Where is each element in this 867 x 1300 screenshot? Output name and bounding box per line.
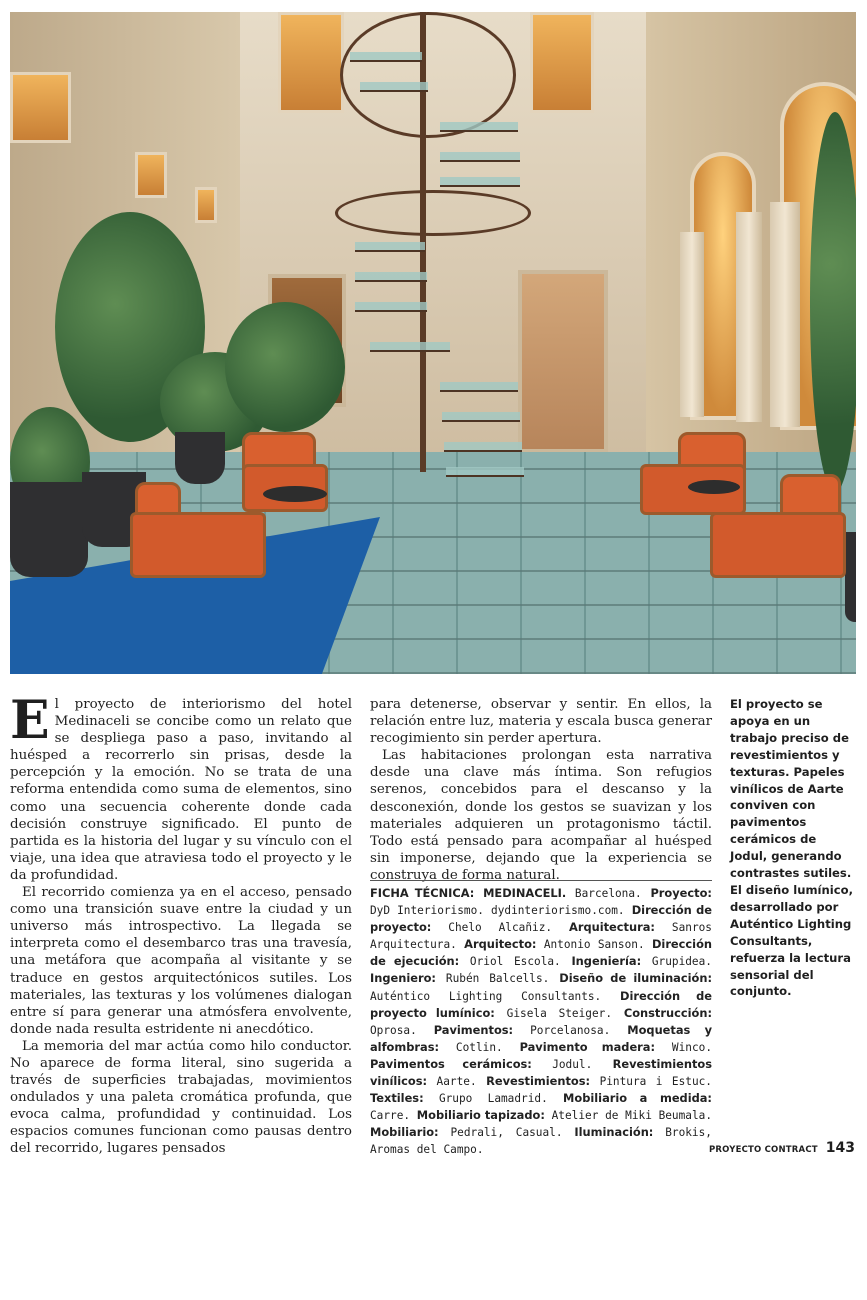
ficha-value: Gisela Steiger. <box>506 1006 613 1020</box>
page-number: 143 <box>825 1140 855 1156</box>
ficha-value: Grupidea. <box>651 955 712 969</box>
ficha-label: Revestimientos vinílicos: <box>370 1056 713 1089</box>
ficha-label: Iluminación: <box>574 1125 654 1140</box>
ficha-value: Antonio Sanson. <box>543 938 645 952</box>
ficha-label: Pavimento madera: <box>519 1039 656 1054</box>
sidebar-note: El proyecto se apoya en un trabajo preciso de revestimientos y texturas. Papeles vinílicos de Aarte conviven con pavimentos cerámicos de Jodul, generando contrastes sutiles. El diseño lumínico, desarrollado por Auténtico Lighting Consultants, refuerza la lectura sensorial del conjunto. <box>730 697 853 999</box>
ficha-value: Cotlin. <box>455 1040 503 1054</box>
paragraph-text: l proyecto de interiorismo del hotel Medinaceli se concibe como un relato que se despliega paso a paso, invitando al huésped a recorrerlo sin prisas, desde la percepción y la emoción. No se trata de una reforma entendida como suma de elementos, sino como una secuencia coherente donde cada decisión construye significado. El punto de partida es la historia del lugar y su vínculo con el viaje, una idea que atraviesa todo el proyecto y le da profundidad. <box>10 697 352 883</box>
article-column-2 <box>370 696 712 884</box>
ficha-label: Mobiliario tapizado: <box>416 1108 545 1123</box>
ficha-value: Carre. <box>370 1109 411 1123</box>
ficha-value: Pintura i Estuc. <box>599 1075 712 1089</box>
ficha-label: MEDINACELI. <box>483 886 567 900</box>
ficha-label: Arquitectura: <box>569 920 655 935</box>
ficha-label: Dirección de proyecto: <box>370 903 712 935</box>
ficha-label: Textiles: <box>370 1091 424 1106</box>
ficha-label: FICHA TÉCNICA: <box>370 886 475 900</box>
page-footer <box>709 1140 855 1156</box>
ficha-label: Proyecto: <box>650 886 712 900</box>
ficha-value: Winco. <box>671 1040 712 1054</box>
ficha-label: Mobiliario a medida: <box>563 1091 712 1106</box>
article-paragraph: para detenerse, observar y sentir. En ellos, la relación entre luz, materia y escala busca generar recogimiento sin perder apertura. <box>370 697 712 747</box>
ficha-value: Jodul. <box>552 1057 593 1071</box>
ficha-value: Grupo Lamadrid. <box>438 1092 548 1106</box>
hotel-courtyard-photo <box>10 12 856 674</box>
ficha-value: Atelier de Miki Beumala. <box>551 1109 713 1123</box>
ficha-label: Revestimientos: <box>486 1074 591 1089</box>
ficha-value: Porcelanosa. <box>530 1023 611 1037</box>
technical-sheet <box>370 880 712 1159</box>
ficha-value: Aarte. <box>436 1075 477 1089</box>
ficha-label: Dirección de ejecución: <box>370 937 712 969</box>
ficha-label: Ingeniería: <box>571 954 642 969</box>
ficha-label: Moquetas y alfombras: <box>370 1022 712 1054</box>
ficha-label: Pavimentos: <box>433 1022 514 1037</box>
ficha-value: Brokis, Aromas del Campo. <box>370 1126 712 1157</box>
ficha-value: Oriol Escola. <box>469 955 561 969</box>
ficha-label: Ingeniero: <box>370 971 436 986</box>
ficha-value: Chelo Alcañiz. <box>448 921 553 935</box>
article-paragraph: Las habitaciones prolongan esta narrativa desde una clave más íntima. Son refugios serenos, concebidos para el descanso y la desconexión, donde los gestos se suavizan y los materiales adquieren un protagonismo táctil. Todo está pensado para acompañar al huésped sin imponerse, dejando que la experiencia se construya de forma natural. <box>370 748 712 883</box>
ficha-value: Rubén Balcells. <box>445 972 550 986</box>
ficha-label: Mobiliario: <box>370 1125 439 1140</box>
ficha-value: DyD Interiorismo. dydinteriorismo.com. <box>370 904 625 918</box>
ficha-value: Auténtico Lighting Consultants. <box>370 989 602 1003</box>
ficha-label: Construcción: <box>623 1005 713 1020</box>
ficha-value: Oprosa. <box>370 1023 417 1037</box>
article-paragraph: El recorrido comienza ya en el acceso, pensado como una transición suave entre la ciudad y un universo más introspectivo. La llegada se interpreta como el desembarco tras una travesía, una metáfora que acompaña al visitante y se traduce en gestos arquitectónicos sutiles. Los materiales, las texturas y los volúmenes dialogan entre sí para generar una atmósfera envolvente, donde nada resulta estridente ni anecdótico. <box>10 885 352 1037</box>
ficha-value: Sanros Arquitectura. <box>370 921 712 952</box>
section-name: PROYECTO CONTRACT <box>708 1145 818 1155</box>
ficha-label: Pavimentos cerámicos: <box>370 1056 532 1071</box>
ficha-label: Diseño de iluminación: <box>559 971 713 986</box>
article-paragraph: La memoria del mar actúa como hilo conductor. No aparece de forma literal, sino sugerida a través de superficies trabajadas, movimientos ondulados y una paleta cromática profunda, que evoca calma, profundidad y continuidad. Los espacios comunes funcionan como pausas dentro del recorrido, lugares pensados <box>10 1038 352 1157</box>
article-paragraph <box>10 690 352 884</box>
ficha-value: Pedrali, Casual. <box>450 1126 563 1140</box>
article-column-1 <box>10 690 352 1158</box>
ficha-label: Dirección de proyecto lumínico: <box>370 988 712 1020</box>
ficha-label: Arquitecto: <box>464 937 537 952</box>
ficha-value: Barcelona. <box>574 887 642 900</box>
drop-cap: E <box>10 690 50 751</box>
